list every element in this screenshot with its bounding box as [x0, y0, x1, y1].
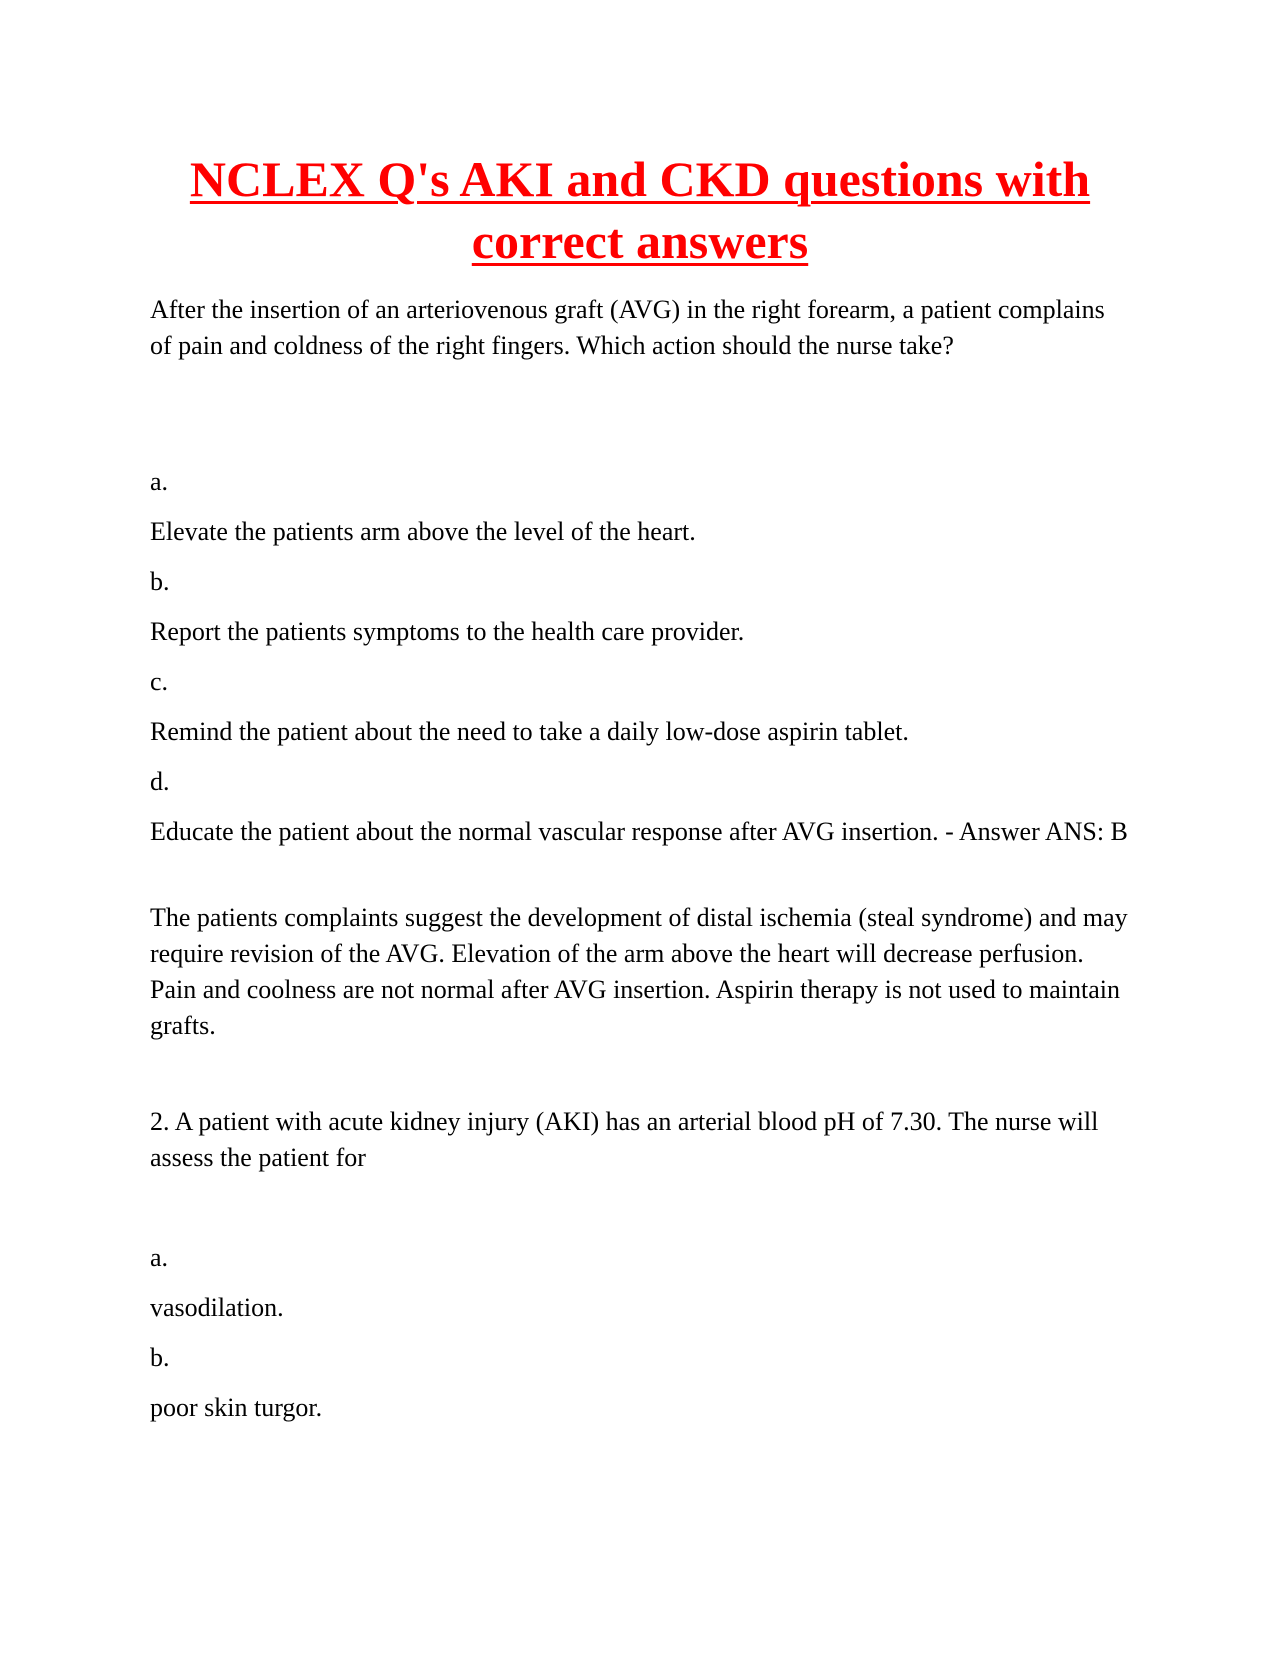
question-2-option-b-text: poor skin turgor. — [150, 1393, 323, 1422]
question-1-option-d-text-answer: Educate the patient about the normal vascular response after AVG insertion. - Answer ANS: B — [150, 817, 1128, 846]
question-1-option-a-text: Elevate the patients arm above the level of the heart. — [150, 517, 696, 546]
question-2-option-a-letter: a. — [150, 1243, 169, 1272]
question-1-stem: After the insertion of an arteriovenous graft (AVG) in the right forearm, a patient complains of pain and coldness of the right fingers. Which action should the nurse take? — [150, 295, 1105, 360]
question-1-option-d-letter: d. — [150, 767, 170, 796]
question-2-option-a-text: vasodilation. — [150, 1293, 284, 1322]
question-2-option-b-letter: b. — [150, 1343, 170, 1372]
question-1-option-c-text: Remind the patient about the need to take a daily low-dose aspirin tablet. — [150, 717, 909, 746]
question-1-option-b-text: Report the patients symptoms to the health care provider. — [150, 617, 745, 646]
question-1-option-c-letter: c. — [150, 667, 169, 696]
question-1-option-a-letter: a. — [150, 467, 169, 496]
question-2-stem: 2. A patient with acute kidney injury (AKI) has an arterial blood pH of 7.30. The nurse will assess the patient for — [150, 1107, 1099, 1172]
document-title: NCLEX Q's AKI and CKD questions with correct answers — [189, 151, 1091, 269]
question-1-option-b-letter: b. — [150, 567, 170, 596]
question-1-rationale: The patients complaints suggest the development of distal ischemia (steal syndrome) and may require revision of the AVG. Elevation of the arm above the heart will decrease perfusion. Pain and coolness are not normal after AVG insertion. Aspirin therapy is not used to maintain grafts. — [150, 903, 1128, 1040]
